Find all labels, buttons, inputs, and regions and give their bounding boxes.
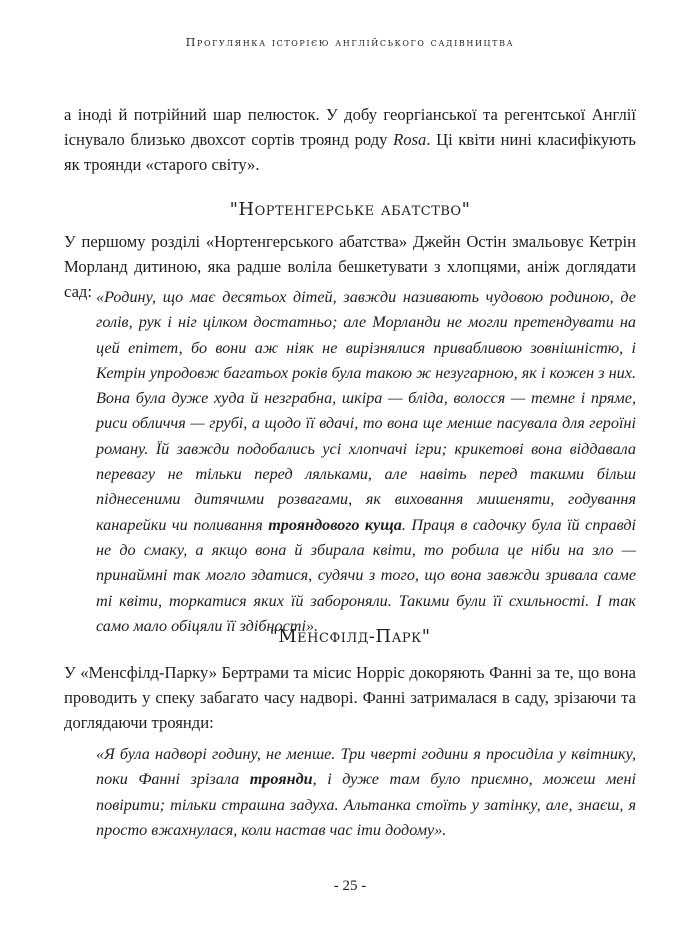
section1-quote: [96, 285, 636, 639]
section2-quote-part1: «Я була надворі годину, не менше. Три чверті години я просиділа у квітнику, поки Фанні зрізала: [96, 745, 636, 789]
section2-paragraph: У «Менсфілд-Парку» Бертрами та місис Норріс докоряють Фанні за те, що вона проводить у спеку забагато часу надворі. Фанні затрималася в саду, зрізаючи та доглядаючи троянди:: [64, 663, 636, 733]
section1-quote-part2: . Праця в садочку була їй справді не до смаку, а якщо вона й збирала квіти, то робила це ніби на зло — принаймні так могло здатися, судячи з того, що вона завжди зривала саме ті квіти, торкатися яких їй забороняли. Такими були її схильності. І так само мало обіцяли її здібності».: [96, 515, 637, 635]
section-heading-mansfield: "Менсфілд-Парк": [269, 626, 431, 647]
intro-text-part2: . Ці квіти нині класифікують як троянди «старого світу».: [64, 130, 636, 175]
section2-quote: [96, 742, 636, 843]
section2-quote-bold: троянди: [249, 770, 313, 789]
section-heading-northanger: "Нортенгерське абатство": [229, 199, 471, 220]
section1-quote-part1: «Родину, що має десятьох дітей, завжди називають чудовою родиною, де голів, рук і ніг цілком достатньо; але Морланди не могли претендувати на цей епітет, бо вони аж ніяк не вирізнялися привабливою зовнішністю, і Кетрін упродовж багатьох років була такою ж незугарною, як і кожен з них. Вона була дуже худа й незграбна, шкіра — бліда, волосся — темне і пряме, риси обличчя — грубі, а щодо її вдачі, то вона ще менше пасувала для героїні роману. Їй завжди подобались усі хлопчачі ігри; крикетові вона віддавала перевагу не тільки перед ляльками, але навіть перед такими більш піднесеними дитячими розвагами, як виховання мишеняти, годування канарейки чи поливання: [96, 288, 636, 534]
section1-quote-bold: трояндового куща: [268, 515, 402, 534]
intro-genus: Rosa: [393, 130, 427, 150]
section2-quote-part2: , і дуже там було приємно, можеш мені повірити; тільки страшна задуха. Альтанка стоїть у затінку, але, знаєш, я просто вжахнулася, коли настав час іти додому».: [96, 770, 636, 839]
intro-paragraph: [64, 102, 636, 178]
intro-text-part1: а іноді й потрійний шар пелюсток. У добу георгіанської та регентської Англії існувало близько двохсот сортів троянд роду: [64, 105, 636, 150]
section1-paragraph: У першому розділі «Нортенгерського абатства» Джейн Остін змальовує Кетрін Морланд дитиною, яка радше воліла бешкетувати з хлопцями, аніж доглядати сад:: [64, 232, 636, 302]
page-number: - 25 -: [333, 878, 367, 894]
running-head: Прогулянка історією англійського садівництва: [185, 36, 515, 49]
